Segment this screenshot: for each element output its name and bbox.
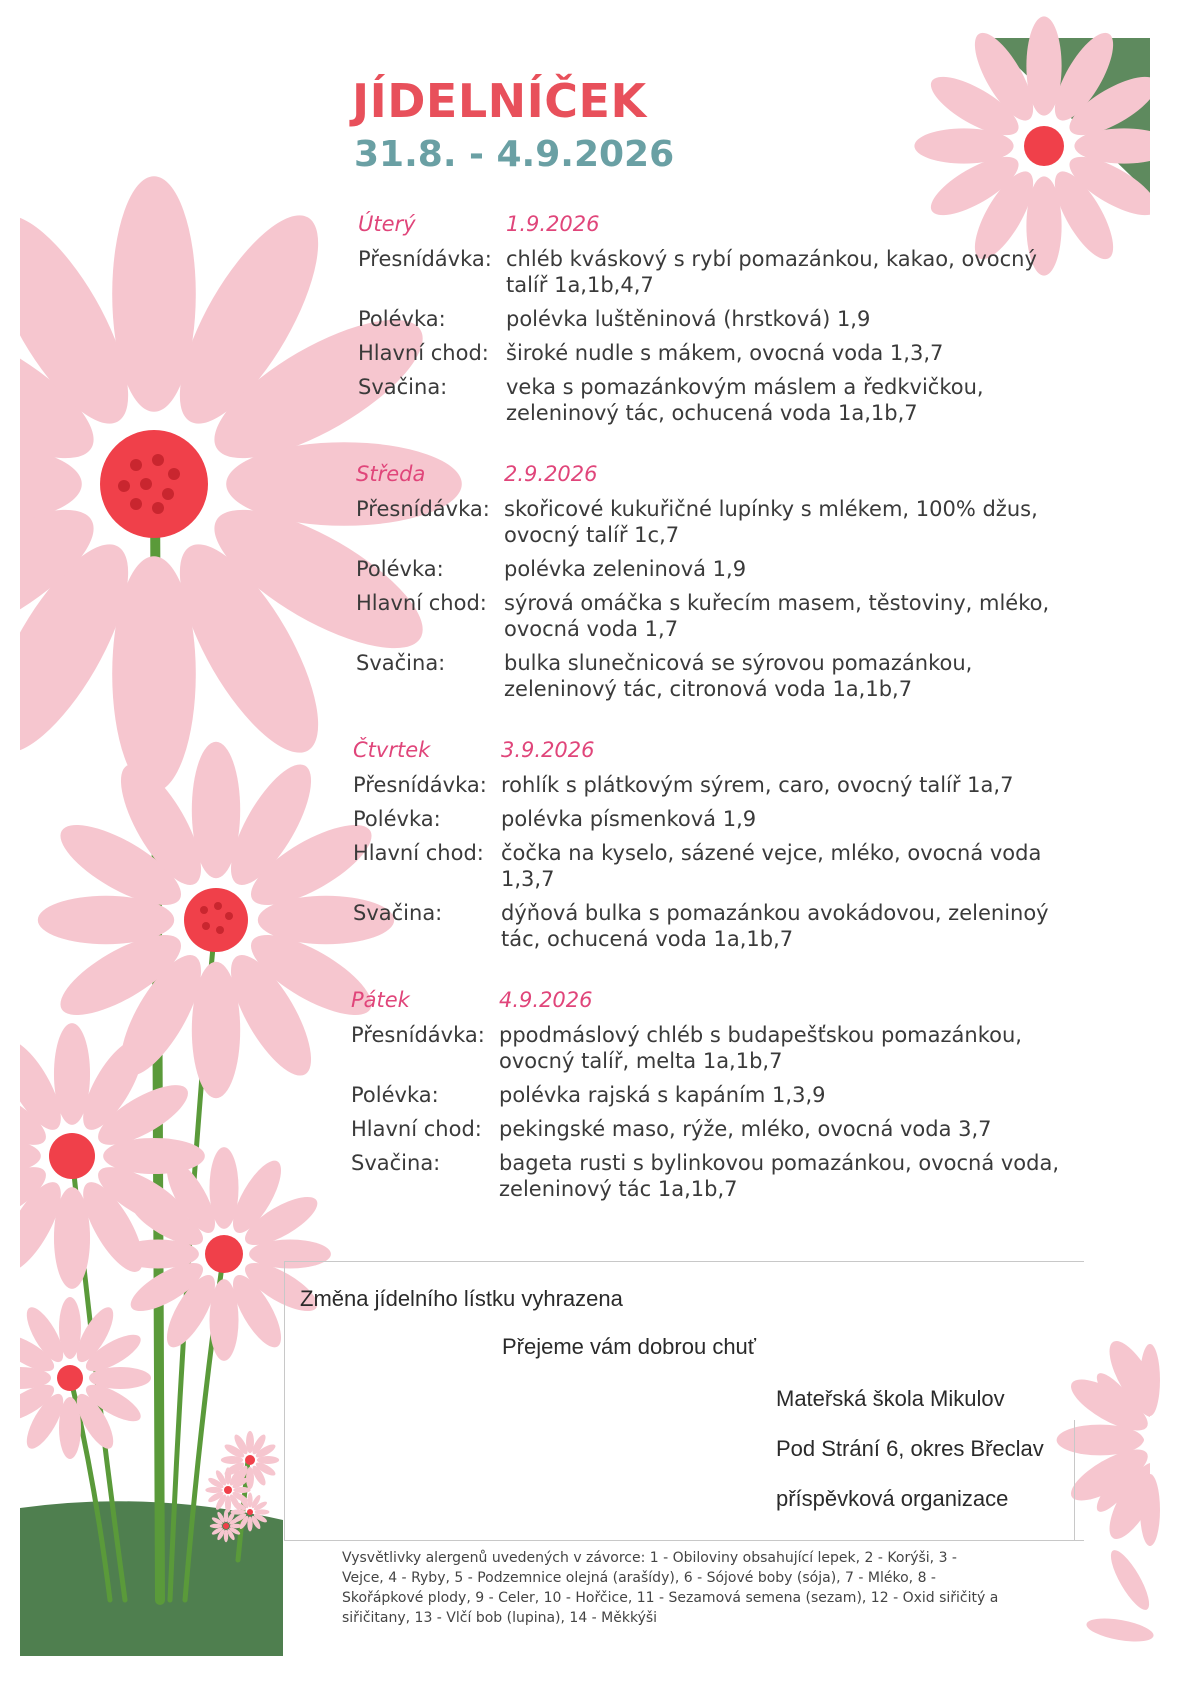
day-date: 2.9.2026 bbox=[504, 462, 598, 486]
day-name: Pátek bbox=[351, 988, 410, 1012]
bon-appetit-wish: Přejeme vám dobrou chuť bbox=[502, 1334, 757, 1359]
meal-label: Polévka: bbox=[353, 807, 441, 831]
footer-box-bottom-line bbox=[284, 1540, 1084, 1541]
meal-text: ppodmáslový chléb s budapešťskou pomazánkou, ovocný talíř, melta 1a,1b,7 bbox=[499, 1023, 1022, 1073]
meal-text: bageta rusti s bylinkovou pomazánkou, ovocná voda, zeleninový tác 1a,1b,7 bbox=[499, 1151, 1060, 1201]
meal-row bbox=[358, 374, 1078, 426]
meal-row bbox=[351, 1150, 1071, 1202]
meal-row bbox=[358, 306, 1078, 332]
day-date: 3.9.2026 bbox=[501, 738, 595, 762]
page-title: JÍDELNÍČEK bbox=[352, 74, 647, 128]
meal-text: polévka rajská s kapáním 1,3,9 bbox=[499, 1083, 826, 1107]
meal-text: široké nudle s mákem, ovocná voda 1,3,7 bbox=[506, 341, 944, 365]
meal-label: Hlavní chod: bbox=[351, 1117, 482, 1141]
meal-label: Hlavní chod: bbox=[353, 841, 484, 865]
meal-row bbox=[356, 590, 1076, 642]
meal-label: Hlavní chod: bbox=[358, 341, 489, 365]
meal-row bbox=[351, 1022, 1071, 1074]
meal-label: Přesnídávka: bbox=[356, 497, 490, 521]
day-name: Středa bbox=[356, 462, 426, 486]
meal-text: bulka slunečnicová se sýrovou pomazánkou, zeleninový tác, citronová voda 1a,1b,7 bbox=[504, 651, 973, 701]
meal-row bbox=[353, 840, 1073, 892]
meal-row bbox=[356, 650, 1076, 702]
allergens-legend: Vysvětlivky alergenů uvedených v závorce: 1 - Obiloviny obsahující lepek, 2 - Korýši, 3 - Vejce, 4 - Ryby, 5 - Podzemnice olejná (arašídy), 6 - Sójové boby (sója), 7 - Mléko, 8 - Skořápkové plody, 9 - Celer, 10 - Hořčice, 11 - Sezamová semena (sezam), 12 - Oxid siřičitý a siřičitany, 13 - Vlčí bob (lupina), 14 - Měkkýši bbox=[342, 1550, 999, 1626]
school-name: Mateřská škola Mikulov bbox=[776, 1386, 1005, 1411]
meal-label: Svačina: bbox=[351, 1151, 441, 1175]
meal-label: Přesnídávka: bbox=[353, 773, 487, 797]
day-block-friday bbox=[351, 988, 1071, 1210]
meal-label: Přesnídávka: bbox=[358, 247, 492, 271]
meal-text: dýňová bulka s pomazánkou avokádovou, zeleninoý tác, ochucená voda 1a,1b,7 bbox=[501, 901, 1049, 951]
meal-text: veka s pomazánkovým máslem a ředkvičkou, zeleninový tác, ochucená voda 1a,1b,7 bbox=[506, 375, 984, 425]
meal-label: Polévka: bbox=[356, 557, 444, 581]
meal-text: polévka zeleninová 1,9 bbox=[504, 557, 747, 581]
meal-row bbox=[351, 1116, 1071, 1142]
meal-label: Polévka: bbox=[358, 307, 446, 331]
meal-text: polévka luštěninová (hrstková) 1,9 bbox=[506, 307, 871, 331]
day-block-wednesday bbox=[356, 462, 1076, 710]
date-range: 31.8. - 4.9.2026 bbox=[354, 134, 675, 175]
meal-text: chléb kváskový s rybí pomazánkou, kakao, ovocný talíř 1a,1b,4,7 bbox=[506, 247, 1037, 297]
footer-box-right-line bbox=[1074, 1420, 1075, 1540]
meal-row bbox=[358, 246, 1078, 298]
day-name: Úterý bbox=[358, 212, 416, 236]
day-date: 4.9.2026 bbox=[499, 988, 593, 1012]
day-block-thursday bbox=[353, 738, 1073, 960]
meal-row bbox=[356, 496, 1076, 548]
school-type: příspěvková organizace bbox=[776, 1486, 1009, 1511]
meal-label: Svačina: bbox=[353, 901, 443, 925]
meal-row bbox=[358, 340, 1078, 366]
footer-box-left-line bbox=[284, 1261, 285, 1541]
meal-label: Svačina: bbox=[356, 651, 446, 675]
day-date: 1.9.2026 bbox=[506, 212, 600, 236]
meal-text: čočka na kyselo, sázené vejce, mléko, ovocná voda 1,3,7 bbox=[501, 841, 1042, 891]
meal-label: Polévka: bbox=[351, 1083, 439, 1107]
meal-label: Přesnídávka: bbox=[351, 1023, 485, 1047]
meal-row bbox=[353, 772, 1073, 798]
meal-label: Svačina: bbox=[358, 375, 448, 399]
meal-text: sýrová omáčka s kuřecím masem, těstoviny, mléko, ovocná voda 1,7 bbox=[504, 591, 1050, 641]
meal-text: polévka písmenková 1,9 bbox=[501, 807, 757, 831]
menu-change-note: Změna jídelního lístku vyhrazena bbox=[300, 1286, 623, 1311]
meal-row bbox=[353, 900, 1073, 952]
footer-box-top-line bbox=[284, 1261, 1084, 1262]
meal-row bbox=[356, 556, 1076, 582]
meal-label: Hlavní chod: bbox=[356, 591, 487, 615]
school-address: Pod Strání 6, okres Břeclav bbox=[776, 1436, 1044, 1461]
meal-text: rohlík s plátkovým sýrem, caro, ovocný talíř 1a,7 bbox=[501, 773, 1014, 797]
meal-text: pekingské maso, rýže, mléko, ovocná voda 3,7 bbox=[499, 1117, 992, 1141]
meal-row bbox=[353, 806, 1073, 832]
day-block-tuesday bbox=[358, 212, 1078, 434]
meal-text: skořicové kukuřičné lupínky s mlékem, 100% džus, ovocný talíř 1c,7 bbox=[504, 497, 1038, 547]
meal-row bbox=[351, 1082, 1071, 1108]
day-name: Čtvrtek bbox=[353, 738, 431, 762]
